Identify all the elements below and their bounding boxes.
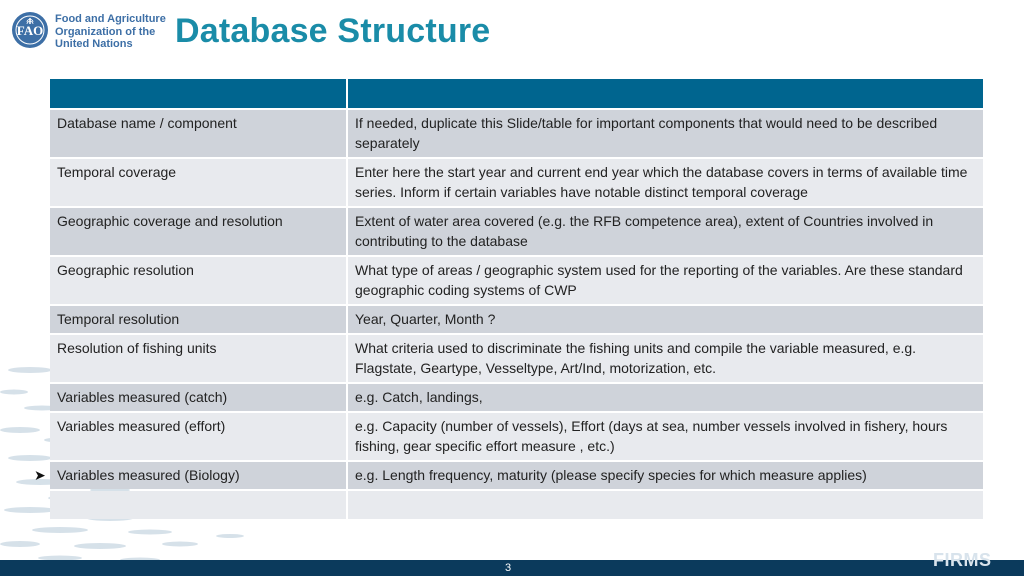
row-label: Variables measured (Biology): [50, 462, 346, 489]
row-description: e.g. Catch, landings,: [348, 384, 983, 411]
row-label: Variables measured (catch): [50, 384, 346, 411]
table-row: [50, 208, 983, 255]
svg-text:FAO: FAO: [16, 23, 44, 38]
table-row-empty: [50, 491, 983, 519]
row-description: What type of areas / geographic system used for the reporting of the variables. Are these standard geographic coding systems of CWP: [348, 257, 983, 304]
row-label: Database name / component: [50, 110, 346, 157]
page-title: Database Structure: [175, 12, 491, 50]
database-structure-table: [48, 77, 985, 521]
row-description: Extent of water area covered (e.g. the RFB competence area), extent of Countries involved in contributing to the database: [348, 208, 983, 255]
row-description: If needed, duplicate this Slide/table for important components that would need to be described separately: [348, 110, 983, 157]
page-number: 3: [505, 562, 512, 574]
row-description: e.g. Length frequency, maturity (please specify species for which measure applies): [348, 462, 983, 489]
row-description: e.g. Capacity (number of vessels), Effort (days at sea, number vessels involved in fishery, hours fishing, gear specific effort measure , etc.): [348, 413, 983, 460]
table-row: [50, 384, 983, 411]
table-row: [50, 159, 983, 206]
fao-emblem-icon: [10, 10, 50, 50]
table-row: [50, 306, 983, 333]
table-header-cell: [50, 79, 346, 108]
table-row: [50, 462, 983, 489]
firms-logo: FIRMS: [933, 550, 992, 570]
row-label: Temporal resolution: [50, 306, 346, 333]
table-row: [50, 413, 983, 460]
row-description: [348, 491, 983, 519]
table-header-cell: [348, 79, 983, 108]
table-header-row: [50, 79, 983, 108]
logo-line-2: Organization of the: [55, 25, 156, 38]
logo-line-1: Food and Agriculture: [55, 13, 166, 25]
row-label: Resolution of fishing units: [50, 335, 346, 382]
table-row: [50, 257, 983, 304]
row-description: Enter here the start year and current end year which the database covers in terms of available time series. Inform if certain variables have notable distinct temporal coverage: [348, 159, 983, 206]
row-label: [50, 491, 346, 519]
row-description: Year, Quarter, Month ?: [348, 306, 983, 333]
footer-bar: [0, 560, 1024, 576]
row-label: Geographic coverage and resolution: [50, 208, 346, 255]
fao-logo: [10, 10, 166, 52]
logo-line-3: United Nations: [55, 38, 133, 50]
row-label: Variables measured (effort): [50, 413, 346, 460]
bullet-arrow-icon: ➤: [34, 467, 46, 483]
table-row: [50, 110, 983, 157]
row-label: Temporal coverage: [50, 159, 346, 206]
row-label: Geographic resolution: [50, 257, 346, 304]
table-row: [50, 335, 983, 382]
row-description: What criteria used to discriminate the fishing units and compile the variable measured, e.g. Flagstate, Geartype, Vesseltype, Art/Ind, motorization, etc.: [348, 335, 983, 382]
